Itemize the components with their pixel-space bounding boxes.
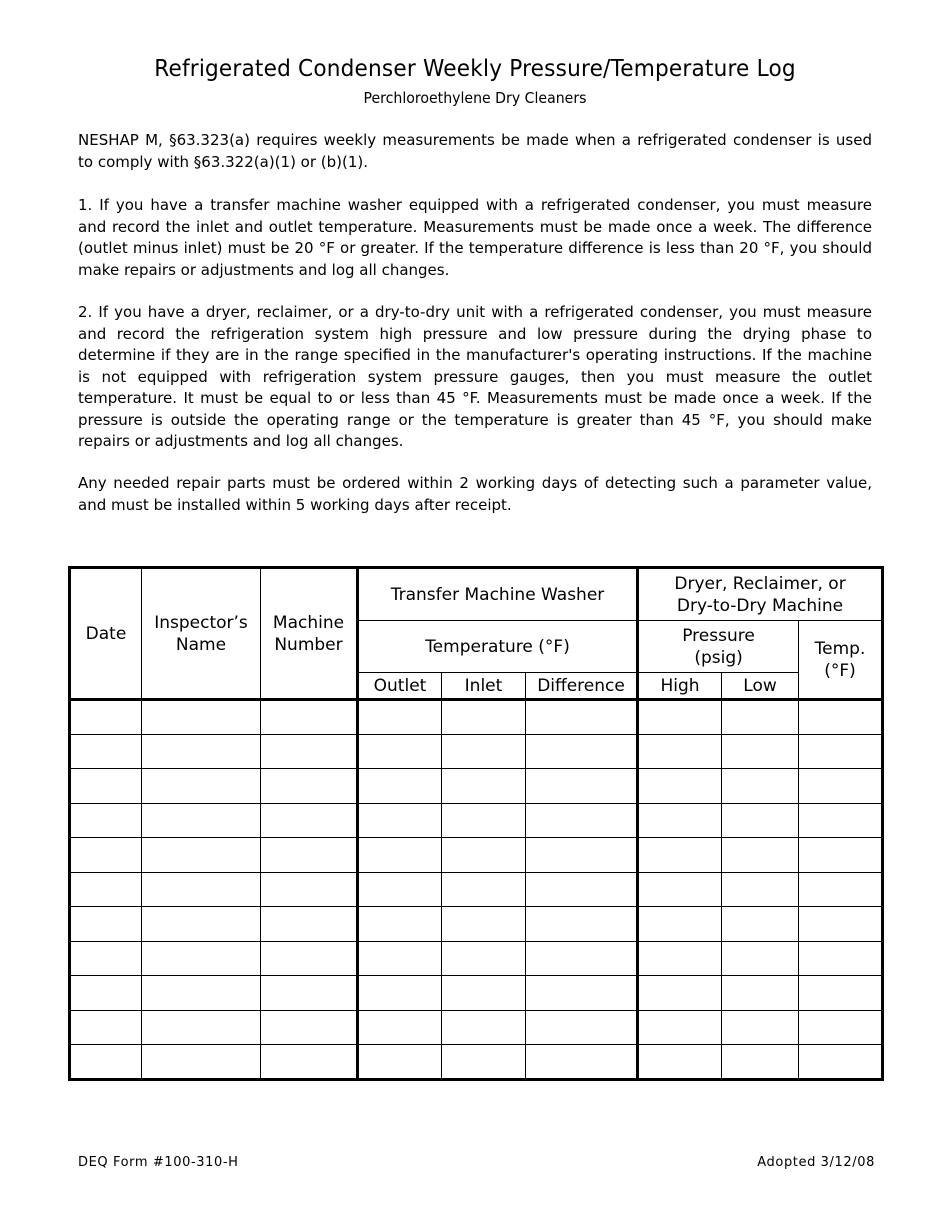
cell-inlet[interactable] xyxy=(442,941,526,976)
cell-outlet[interactable] xyxy=(358,1045,442,1080)
cell-machine-number[interactable] xyxy=(261,1010,358,1045)
cell-high[interactable] xyxy=(638,872,722,907)
cell-inspector-name[interactable] xyxy=(142,941,261,976)
cell-difference[interactable] xyxy=(526,1010,638,1045)
header-outlet: Outlet xyxy=(358,673,442,700)
page-subtitle: Perchloroethylene Dry Cleaners xyxy=(363,89,587,107)
cell-temp[interactable] xyxy=(799,734,883,769)
cell-inspector-name[interactable] xyxy=(142,1045,261,1080)
cell-high[interactable] xyxy=(638,1010,722,1045)
cell-inspector-name[interactable] xyxy=(142,803,261,838)
cell-low[interactable] xyxy=(722,838,799,873)
cell-inlet[interactable] xyxy=(442,976,526,1011)
cell-date[interactable] xyxy=(70,1010,142,1045)
cell-low[interactable] xyxy=(722,1045,799,1080)
cell-temp[interactable] xyxy=(799,769,883,804)
cell-inlet[interactable] xyxy=(442,872,526,907)
cell-outlet[interactable] xyxy=(358,941,442,976)
cell-temp[interactable] xyxy=(799,838,883,873)
cell-high[interactable] xyxy=(638,769,722,804)
cell-low[interactable] xyxy=(722,976,799,1011)
cell-inlet[interactable] xyxy=(442,803,526,838)
cell-temp[interactable] xyxy=(799,700,883,735)
cell-difference[interactable] xyxy=(526,872,638,907)
cell-high[interactable] xyxy=(638,838,722,873)
cell-date[interactable] xyxy=(70,941,142,976)
cell-outlet[interactable] xyxy=(358,769,442,804)
cell-inspector-name[interactable] xyxy=(142,838,261,873)
cell-outlet[interactable] xyxy=(358,700,442,735)
cell-date[interactable] xyxy=(70,976,142,1011)
cell-date[interactable] xyxy=(70,734,142,769)
cell-temp[interactable] xyxy=(799,976,883,1011)
cell-date[interactable] xyxy=(70,907,142,942)
cell-low[interactable] xyxy=(722,1010,799,1045)
form-number: DEQ Form #100-310-H xyxy=(78,1155,239,1170)
cell-inlet[interactable] xyxy=(442,907,526,942)
intro-paragraph: NESHAP M, §63.323(a) requires weekly measurements be made when a refrigerated condenser is used to comply with §63.322(a)(1) or (b)(1). xyxy=(78,131,872,171)
cell-date[interactable] xyxy=(70,700,142,735)
cell-difference[interactable] xyxy=(526,941,638,976)
header-date: Date xyxy=(70,568,142,700)
cell-outlet[interactable] xyxy=(358,803,442,838)
cell-temp[interactable] xyxy=(799,872,883,907)
cell-inlet[interactable] xyxy=(442,769,526,804)
adopted-date: Adopted 3/12/08 xyxy=(757,1155,875,1170)
cell-inspector-name[interactable] xyxy=(142,872,261,907)
cell-low[interactable] xyxy=(722,803,799,838)
cell-machine-number[interactable] xyxy=(261,734,358,769)
cell-high[interactable] xyxy=(638,700,722,735)
cell-inspector-name[interactable] xyxy=(142,769,261,804)
cell-machine-number[interactable] xyxy=(261,907,358,942)
cell-machine-number[interactable] xyxy=(261,838,358,873)
header-difference: Difference xyxy=(526,673,638,700)
table-row xyxy=(70,803,883,838)
cell-difference[interactable] xyxy=(526,769,638,804)
cell-low[interactable] xyxy=(722,941,799,976)
table-row xyxy=(70,734,883,769)
cell-date[interactable] xyxy=(70,803,142,838)
cell-machine-number[interactable] xyxy=(261,803,358,838)
cell-high[interactable] xyxy=(638,734,722,769)
cell-inlet[interactable] xyxy=(442,1010,526,1045)
cell-low[interactable] xyxy=(722,872,799,907)
header-dryer-reclaimer: Dryer, Reclaimer, or Dry-to-Dry Machine xyxy=(638,568,883,621)
cell-difference[interactable] xyxy=(526,1045,638,1080)
cell-high[interactable] xyxy=(638,941,722,976)
cell-low[interactable] xyxy=(722,769,799,804)
cell-machine-number[interactable] xyxy=(261,976,358,1011)
table-row xyxy=(70,1010,883,1045)
cell-inspector-name[interactable] xyxy=(142,907,261,942)
cell-date[interactable] xyxy=(70,1045,142,1080)
cell-date[interactable] xyxy=(70,769,142,804)
pressure-temperature-log-table xyxy=(68,566,884,1081)
cell-inlet[interactable] xyxy=(442,1045,526,1080)
header-transfer-machine-washer: Transfer Machine Washer xyxy=(358,568,638,621)
header-temp: Temp. (°F) xyxy=(799,621,883,700)
cell-temp[interactable] xyxy=(799,1045,883,1080)
instruction-item-1: 1. If you have a transfer machine washer equipped with a refrigerated condenser, you must measure and record the inlet and outlet temperature. Measurements must be made once a week. The difference (outlet minus inlet) must be 20 °F or greater. If the temperature difference is less than 20 °F, you should make repairs or adjustments and log all changes. xyxy=(78,196,872,279)
cell-outlet[interactable] xyxy=(358,976,442,1011)
log-body xyxy=(70,700,883,1080)
cell-inspector-name[interactable] xyxy=(142,976,261,1011)
table-row xyxy=(70,872,883,907)
cell-temp[interactable] xyxy=(799,803,883,838)
header-machine-number: Machine Number xyxy=(261,568,358,700)
table-row xyxy=(70,769,883,804)
cell-difference[interactable] xyxy=(526,700,638,735)
cell-outlet[interactable] xyxy=(358,907,442,942)
cell-outlet[interactable] xyxy=(358,734,442,769)
table-row xyxy=(70,907,883,942)
cell-low[interactable] xyxy=(722,700,799,735)
cell-machine-number[interactable] xyxy=(261,941,358,976)
header-inspector-name: Inspector’s Name xyxy=(142,568,261,700)
cell-high[interactable] xyxy=(638,976,722,1011)
cell-date[interactable] xyxy=(70,872,142,907)
cell-temp[interactable] xyxy=(799,941,883,976)
cell-low[interactable] xyxy=(722,734,799,769)
cell-inlet[interactable] xyxy=(442,734,526,769)
cell-high[interactable] xyxy=(638,1045,722,1080)
table-row xyxy=(70,838,883,873)
cell-low[interactable] xyxy=(722,907,799,942)
cell-high[interactable] xyxy=(638,907,722,942)
cell-difference[interactable] xyxy=(526,734,638,769)
cell-machine-number[interactable] xyxy=(261,769,358,804)
cell-difference[interactable] xyxy=(526,907,638,942)
cell-inspector-name[interactable] xyxy=(142,734,261,769)
table-row xyxy=(70,1045,883,1080)
cell-outlet[interactable] xyxy=(358,838,442,873)
header-low: Low xyxy=(722,673,799,700)
page-title: Refrigerated Condenser Weekly Pressure/Temperature Log xyxy=(154,56,796,82)
cell-date[interactable] xyxy=(70,838,142,873)
cell-temp[interactable] xyxy=(799,907,883,942)
header-high: High xyxy=(638,673,722,700)
header-temperature: Temperature (°F) xyxy=(358,621,638,673)
cell-inlet[interactable] xyxy=(442,838,526,873)
cell-machine-number[interactable] xyxy=(261,700,358,735)
cell-machine-number[interactable] xyxy=(261,872,358,907)
cell-inlet[interactable] xyxy=(442,700,526,735)
table-row xyxy=(70,976,883,1011)
cell-difference[interactable] xyxy=(526,838,638,873)
cell-inspector-name[interactable] xyxy=(142,700,261,735)
header-inlet: Inlet xyxy=(442,673,526,700)
table-row xyxy=(70,700,883,735)
cell-difference[interactable] xyxy=(526,803,638,838)
repair-note: Any needed repair parts must be ordered within 2 working days of detecting such a parameter value, and must be installed within 5 working days after receipt. xyxy=(78,474,872,514)
cell-inspector-name[interactable] xyxy=(142,1010,261,1045)
cell-high[interactable] xyxy=(638,803,722,838)
instruction-item-2: 2. If you have a dryer, reclaimer, or a dry-to-dry unit with a refrigerated condenser, you must measure and record the refrigeration system high pressure and low pressure during the drying phase to determine if they are in the range specified in the manufacturer's operating instructions. If the machine is not equipped with refrigeration system pressure gauges, then you must measure the outlet temperature. It must be equal to or less than 45 °F. Measurements must be made once a week. If the pressure is outside the operating range or the temperature is greater than 45 °F, you should make repairs or adjustments and log all changes. xyxy=(78,303,872,450)
cell-difference[interactable] xyxy=(526,976,638,1011)
cell-temp[interactable] xyxy=(799,1010,883,1045)
cell-outlet[interactable] xyxy=(358,872,442,907)
cell-machine-number[interactable] xyxy=(261,1045,358,1080)
header-pressure: Pressure (psig) xyxy=(638,621,799,673)
table-row xyxy=(70,941,883,976)
cell-outlet[interactable] xyxy=(358,1010,442,1045)
